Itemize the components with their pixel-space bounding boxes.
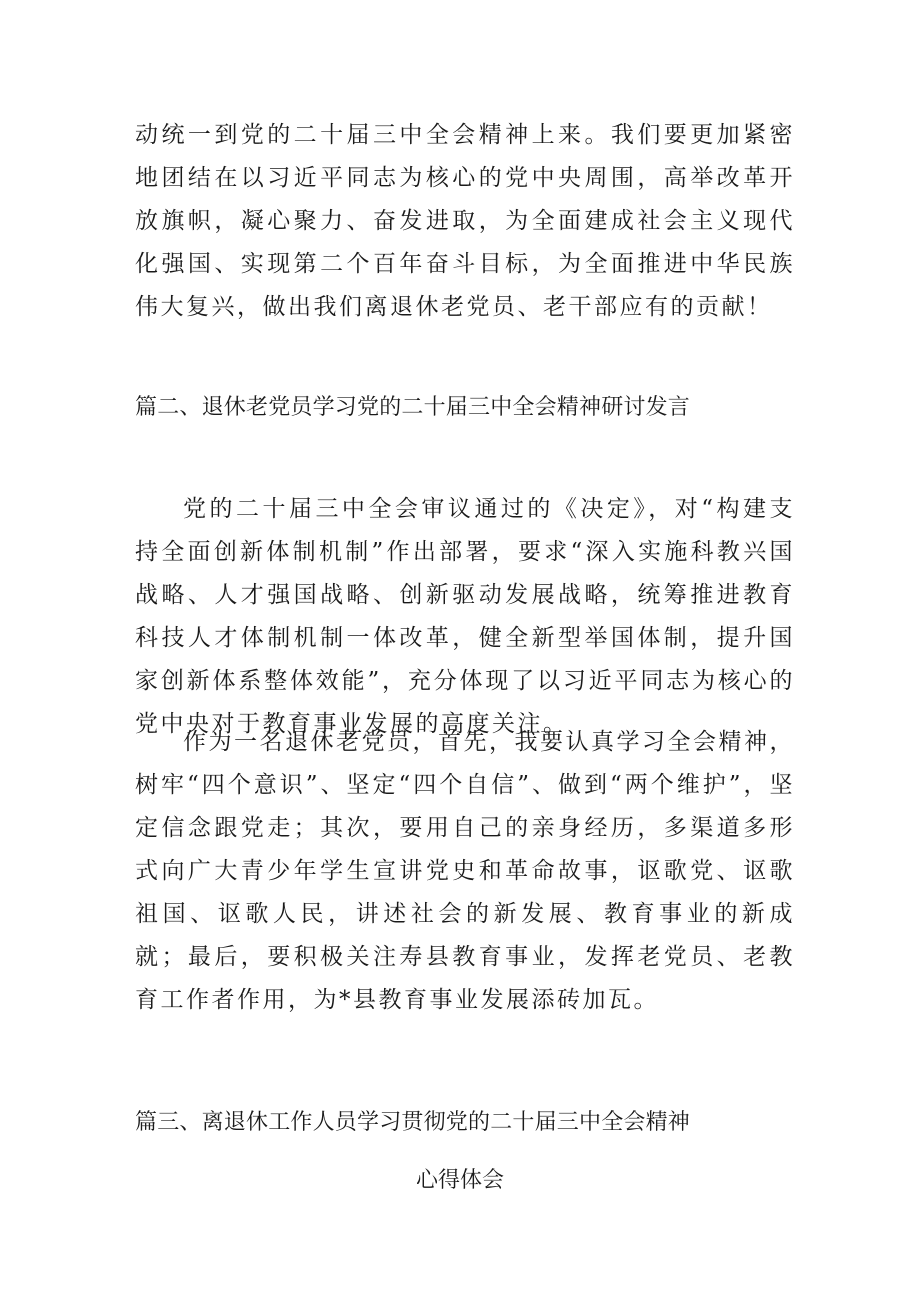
section-heading-continuation: 心得体会 — [416, 1168, 505, 1193]
body-paragraph: 动统一到党的二十届三中全会精神上来。我们要更加紧密地团结在以习近平同志为核心的党中央周围，高举改革开放旗帜，凝心聚力、奋发进取，为全面建成社会主义现代化强国、实现第二个百年奋斗目标，为全面推进中华民族伟大复兴，做出我们离退休老党员、老干部应有的贡献！ — [135, 122, 795, 320]
body-paragraph: 党的二十届三中全会审议通过的《决定》，对“构建支持全面创新体制机制”作出部署，要求“深入实施科教兴国战略、人才强国战略、创新驱动发展战略，统筹推进教育科技人才体制机制一体改革，健全新型举国体制，提升国家创新体系整体效能”，充分体现了以习近平同志为核心的党中央对于教育事业发展的高度关注。 — [135, 496, 795, 737]
section-heading: 篇二、退休老党员学习党的二十届三中全会精神研讨发言 — [135, 395, 691, 420]
section-heading: 篇三、离退休工作人员学习贯彻党的二十届三中全会精神 — [135, 1110, 691, 1135]
body-paragraph: 作为一名退休老党员，首先，我要认真学习全会精神，树牢“四个意识”、坚定“四个自信”、做到“两个维护”，坚定信念跟党走；其次，要用自己的亲身经历，多渠道多形式向广大青少年学生宣讲党史和革命故事，讴歌党、讴歌祖国、讴歌人民，讲述社会的新发展、教育事业的新成就；最后，要积极关注寿县教育事业，发挥老党员、老教育工作者作用，为*县教育事业发展添砖加瓦。 — [135, 729, 795, 1013]
